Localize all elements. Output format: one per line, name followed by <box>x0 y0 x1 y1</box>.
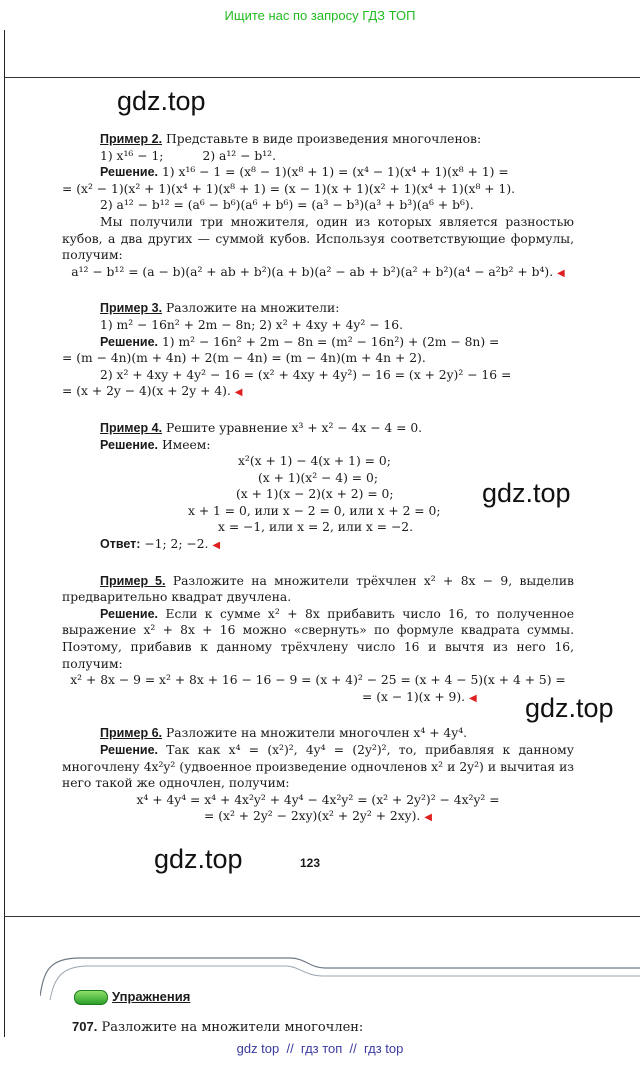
watermark: gdz.top <box>154 844 243 874</box>
example-title: Пример 5. <box>100 573 166 588</box>
example-title: Пример 6. <box>100 726 163 741</box>
page-number: 123 <box>300 856 321 870</box>
exercises-title: Упражнения <box>112 989 191 1004</box>
left-border-page <box>4 78 5 916</box>
watermark: gdz.top <box>482 478 571 508</box>
end-marker-icon: ◀ <box>212 540 221 552</box>
example-title: Пример 4. <box>100 420 163 435</box>
watermark: gdz.top <box>117 86 206 116</box>
top-banner[interactable]: Ищите нас по запросу ГДЗ ТОП <box>224 8 416 23</box>
bottom-links[interactable]: gdz top // гдз топ // гдз top <box>236 1041 404 1056</box>
exercise-item: 707. Разложите на множители многочлен: <box>72 1019 364 1035</box>
example-title: Пример 2. <box>100 132 163 146</box>
example-6: Пример 6. Разложите на множители многочлен x⁴ + 4y⁴. Решение. Так как x⁴ = (x²)², 4y⁴ = (2y²)², то, прибавляя к данному многочлену 4x²y² (удвоенное произведение одночленов x² и 2y²) и вычитая из него такой же одночлен, получим: x⁴ + 4y⁴ = x⁴ + 4x²y² + 4y⁴ − 4x²y² = (x² + 2y²)² − 4x²y² = = (x² + 2y² − 2xy)(x² + 2y² + 2xy). ◀ <box>62 726 574 824</box>
divider-bottom <box>4 916 640 917</box>
divider-top <box>4 77 640 78</box>
example-3: Пример 3. Разложите на множители: 1) m² − 16n² + 2m − 8n; 2) x² + 4xy + 4y² − 16. Решение. 1) m² − 16n² + 2m − 8n = (m² − 16n²) + (2m − 8n) = = (m − 4n)(m + 4n) + 2(m − 4n) = (m − 4n)(m + 4n + 2). 2) x² + 4xy + 4y² − 16 = (x² + 4xy + 4y²) − 16 = (x + 2y)² − 16 = = (x + 2y − 4)(x + 2y + 4). ◀ <box>62 301 512 399</box>
end-marker-icon: ◀ <box>557 267 565 279</box>
left-border-top <box>4 30 5 77</box>
end-marker-icon: ◀ <box>234 387 243 399</box>
watermark: gdz.top <box>525 693 614 723</box>
left-border-bottom <box>4 917 5 1037</box>
textbook-page <box>62 131 574 827</box>
end-marker-icon: ◀ <box>469 692 477 704</box>
example-title: Пример 3. <box>100 301 163 316</box>
end-marker-icon: ◀ <box>424 812 432 824</box>
example-5: Пример 5. Разложите на множители трёхчлен x² + 8x − 9, выделив предварительно квадрат двучлена. Решение. Если к сумме x² + 8x прибавить число 16, то полученное выражение x² + 8x + 16 можно «свернуть» по формуле квадрата суммы. Поэтому, прибавив к данному трёхчлену число 16 и вычтя из него 16, получим: x² + 8x − 9 = x² + 8x + 16 − 16 − 9 = (x + 4)² − 25 = (x + 4 − 5)(x + 4 + 5) = = (x − 1)(x + 9). ◀ <box>62 573 574 704</box>
exercises-badge-icon <box>74 990 108 1005</box>
example-4: Пример 4. Решите уравнение x³ + x² − 4x − 4 = 0. Решение. Имеем: x²(x + 1) − 4(x + 1) = 0; (x + 1)(x² − 4) = 0; (x + 1)(x − 2)(x + 2) = 0; x + 1 = 0, или x − 2 = 0, или x + 2 = 0; x = −1, или x = 2, или x = −2. Ответ: −1; 2; −2. ◀ <box>100 420 441 552</box>
example-2: Пример 2. Представьте в виде произведения многочленов: 1) x¹⁶ − 1; 2) a¹² − b¹². Решение. 1) x¹⁶ − 1 = (x⁸ − 1)(x⁸ + 1) = (x⁴ − 1)(x⁴ + 1)(x⁸ + 1) = = (x² − 1)(x² + 1)(x⁴ + 1)(x⁸ + 1) = (x − 1)(x + 1)(x² + 1)(x⁴ + 1)(x⁸ + 1). 2) a¹² − b¹² = (a⁶ − b⁶)(a⁶ + b⁶) = (a³ − b³)(a³ + b³)(a⁶ + b⁶). Мы получили три множителя, один из которых является разностью кубов, а два других — суммой кубов. Используя соответствующие формулы, получим: a¹² − b¹² = (a − b)(a² + ab + b²)(a + b)(a² − ab + b²)(a² + b²)(a⁴ − a²b² + b⁴). ◀ <box>62 132 574 279</box>
